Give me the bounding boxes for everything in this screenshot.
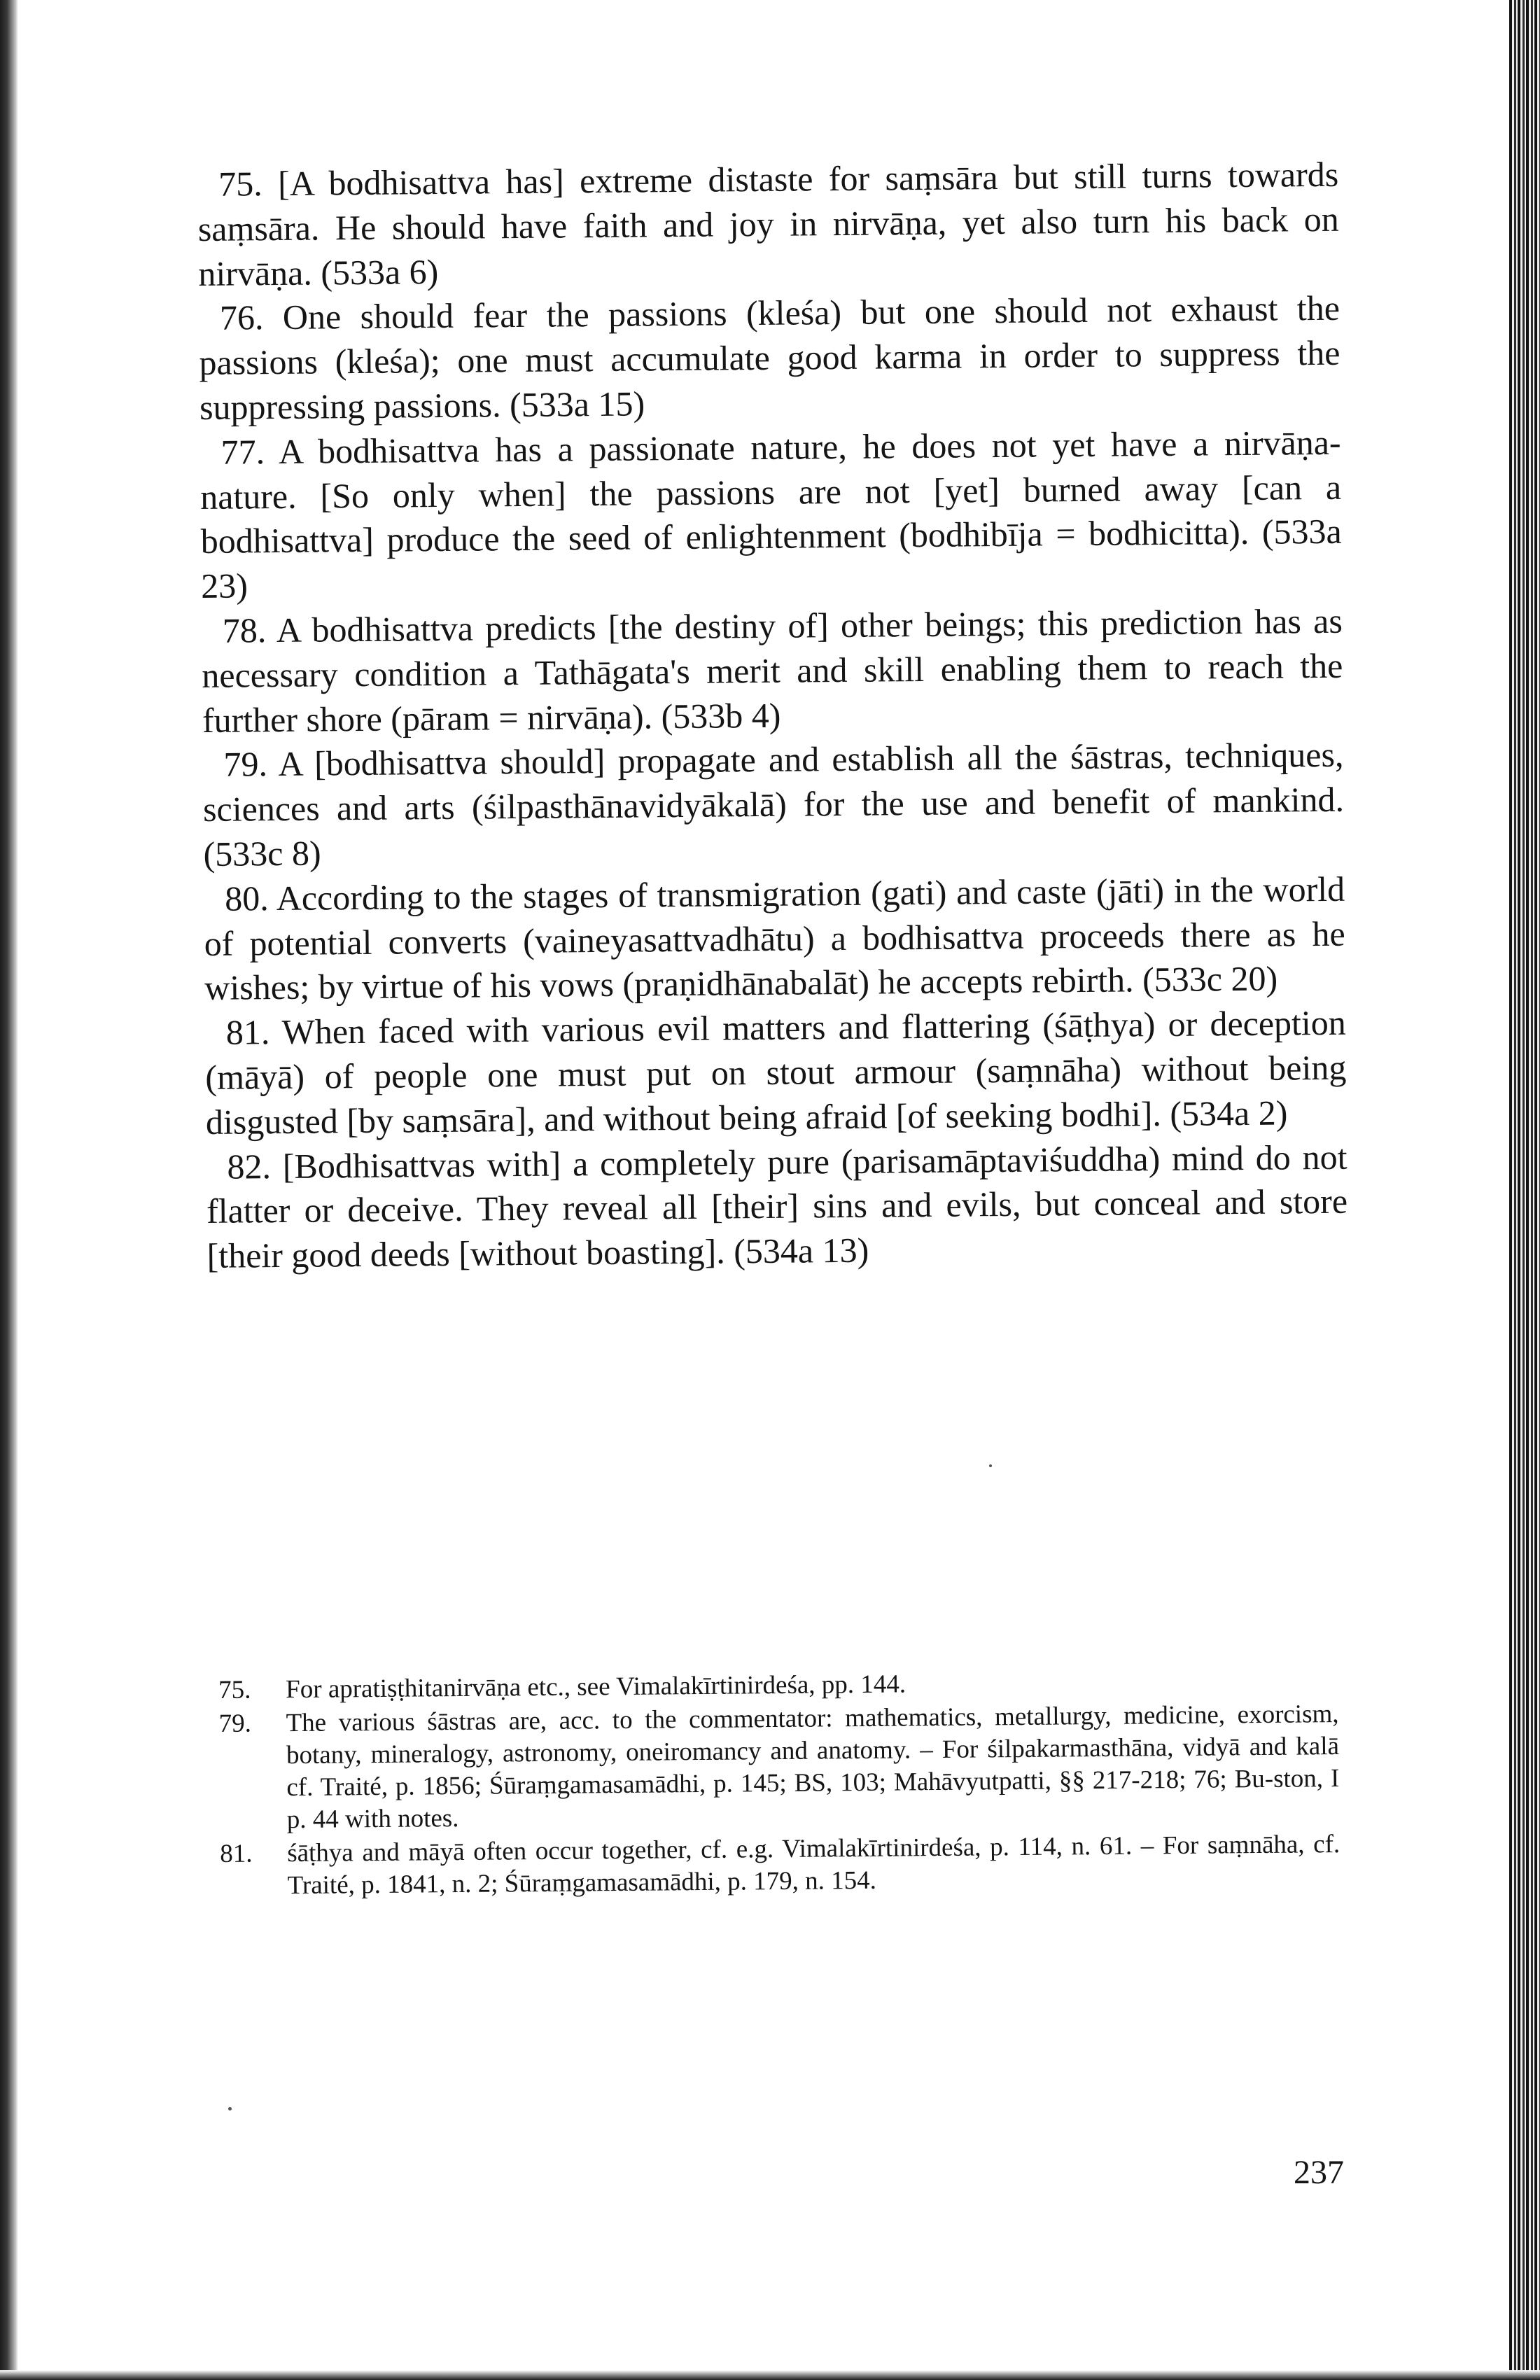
paragraph-79: 79. A [bodhisattva should] propagate and establish all the śāstras, techniques, sciences and arts (śilpasthānavidyākalā) for the use and benefit of mankind. (533c 8) [202,735,1345,874]
ink-speck [989,1464,992,1467]
paragraph-76: 76. One should fear the passions (kleśa) but one should not exhaust the passions (kleśa); one must accumulate good karma in order to suppress the suppressing passions. (533a 15) [199,288,1340,427]
footnote-number: 81. [220,1839,253,1868]
right-page-edge [1509,0,1540,2380]
bottom-page-edge [0,2370,1540,2380]
paragraph-75: 75. [A bodhisattva has] extreme distaste for saṃsāra but still turns towards saṃsāra. He should have faith and joy in nirvāṇa, yet also turn his back on nirvāṇa. (533a 6) [197,154,1340,293]
footnote-text: śāṭhya and māyā often occur together, cf. e.g. Vimalakīrtinirdeśa, p. 114, n. 61. – For saṃnāha, cf. Traité, p. 1841, n. 2; Śūraṃgamasamādhi, p. 179, n. 154. [287,1830,1340,1900]
footnote-text: The various śāstras are, acc. to the commentator: mathematics, metallurgy, medicine, exorcism, botany, mineralogy, astronomy, oneiromancy and anatomy. – For śilpakarmasthāna, vidyā and kalā cf. Traité, p. 1856; Śūraṃgamasamādhi, p. 145; BS, 103; Mahāvyutpatti, §§ 217-218; 76; Bu-ston, I p. 44 with notes. [286,1700,1340,1835]
footnote-number: 75. [218,1675,251,1704]
footnote-number: 79. [218,1709,252,1738]
footnote-79 [218,1698,1340,1837]
ink-speck [228,2107,232,2110]
left-page-edge [0,0,18,2380]
paragraph-81: 81. When faced with various evil matters and flattering (śāṭhya) or deception (māyā) of people one must put on stout armour (saṃnāha) without being disgusted [by saṃsāra], and without being afraid [of seeking bodhi]. (534a 2) [205,1002,1347,1142]
paragraph-78: 78. A bodhisattva predicts [the destiny of] other beings; this prediction has as necessary condition a Tathāgata's merit and skill enabling them to reach the further shore (pāram = nirvāṇa). (533b 4) [202,601,1343,740]
paragraph-80: 80. According to the stages of transmigration (gati) and caste (jāti) in the world of potential converts (vaineyasattvadhātu) a bodhisattva proceeds there as he wishes; by virtue of his vows (praṇidhānabalāt) he accepts rebirth. (533c 20) [204,869,1345,1008]
footnote-text: For apratiṣṭhitanirvāṇa etc., see Vimalakīrtinirdeśa, pp. 144. [286,1670,906,1704]
paragraph-82: 82. [Bodhisattvas with] a completely pure (parisamāptaviśuddha) mind do not flatter or deceive. They reveal all [their] sins and evils, but conceal and store [their good deeds [without boasting]. (534a 13) [206,1137,1348,1276]
footnote-81 [220,1828,1340,1903]
footnotes [218,1665,1340,1904]
page-number: 237 [1294,2154,1344,2191]
paragraph-77: 77. A bodhisattva has a passionate nature, he does not yet have a nirvāṇa-nature. [So only when] the passions are not [yet] burned away [can a bodhisattva] produce the seed of enlightenment (bodhibīja = bodhicitta). (533a 23) [200,422,1342,606]
main-text-block [197,153,1348,1279]
